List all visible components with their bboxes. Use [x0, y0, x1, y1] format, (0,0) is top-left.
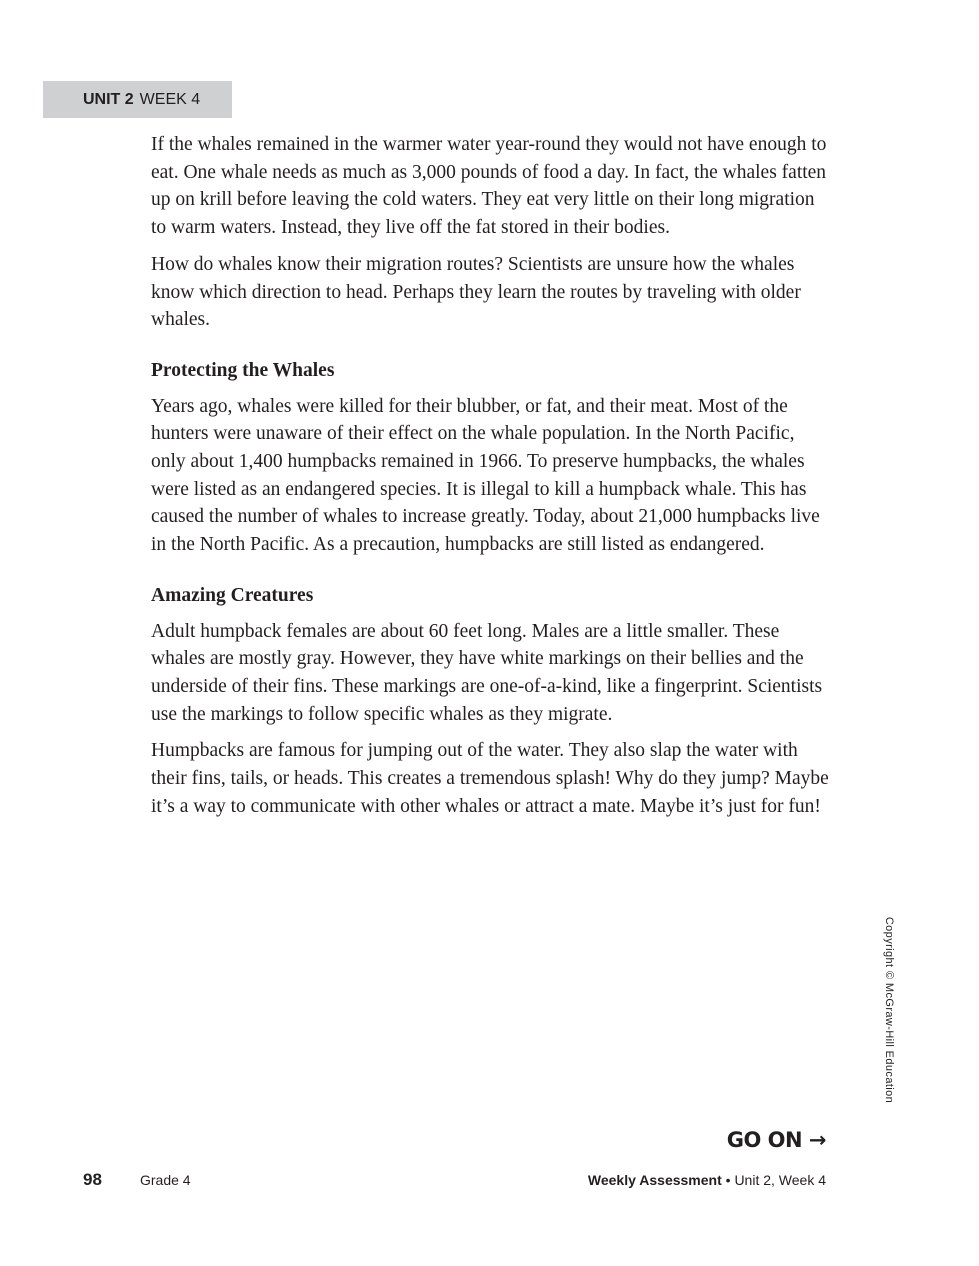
- unit-week-label: Unit 2, Week 4: [734, 1172, 826, 1188]
- passage: [151, 131, 831, 829]
- separator: •: [725, 1172, 731, 1188]
- copyright-notice: Copyright © McGraw-Hill Education: [883, 916, 895, 1104]
- arrow-right-icon: →: [808, 1128, 826, 1152]
- week-label: WEEK 4: [139, 91, 201, 108]
- unit-week-tab: [43, 81, 232, 118]
- unit-label: UNIT 2: [83, 91, 134, 108]
- paragraph: Humpbacks are famous for jumping out of the water. They also slap the water with their fins, tails, or heads. This creates a tremendous splash! Why do they jump? Maybe it’s a way to communicate with other whales or attract a mate. Maybe it’s just for fun!: [151, 740, 829, 817]
- grade-label: Grade 4: [140, 1172, 191, 1188]
- assessment-label: Weekly Assessment: [587, 1172, 722, 1188]
- paragraph: Adult humpback females are about 60 feet long. Males are a little smaller. These whales are mostly gray. However, they have white markings on their bellies and the underside of their fins. These markings are one-of-a-kind, like a fingerprint. Scientists use the markings to follow specific whales as they migrate.: [151, 620, 823, 725]
- page-number: 98: [83, 1170, 102, 1189]
- paragraph: Years ago, whales were killed for their blubber, or fat, and their meat. Most of the hunters were unaware of their effect on the whale population. In the North Pacific, only about 1,400 humpbacks remained in 1966. To preserve humpbacks, the whales were listed as an endangered species. It is illegal to kill a humpback whale. This has caused the number of whales to increase greatly. Today, about 21,000 humpbacks live in the North Pacific. As a precaution, humpbacks are still listed as endangered.: [151, 395, 820, 556]
- section-heading: Amazing Creatures: [151, 584, 314, 606]
- section-heading: Protecting the Whales: [151, 359, 335, 381]
- go-on-indicator: [727, 1128, 826, 1152]
- go-on-label: GO ON: [726, 1128, 803, 1152]
- footer-assessment: [588, 1172, 826, 1188]
- paragraph: How do whales know their migration routes? Scientists are unsure how the whales know which direction to head. Perhaps they learn the routes by traveling with older whales.: [151, 253, 801, 331]
- paragraph: If the whales remained in the warmer water year-round they would not have enough to eat. One whale needs as much as 3,000 pounds of food a day. In fact, the whales fatten up on krill before leaving the cold waters. They eat very little on their long migration to warm waters. Instead, they live off the fat stored in their bodies.: [151, 134, 827, 239]
